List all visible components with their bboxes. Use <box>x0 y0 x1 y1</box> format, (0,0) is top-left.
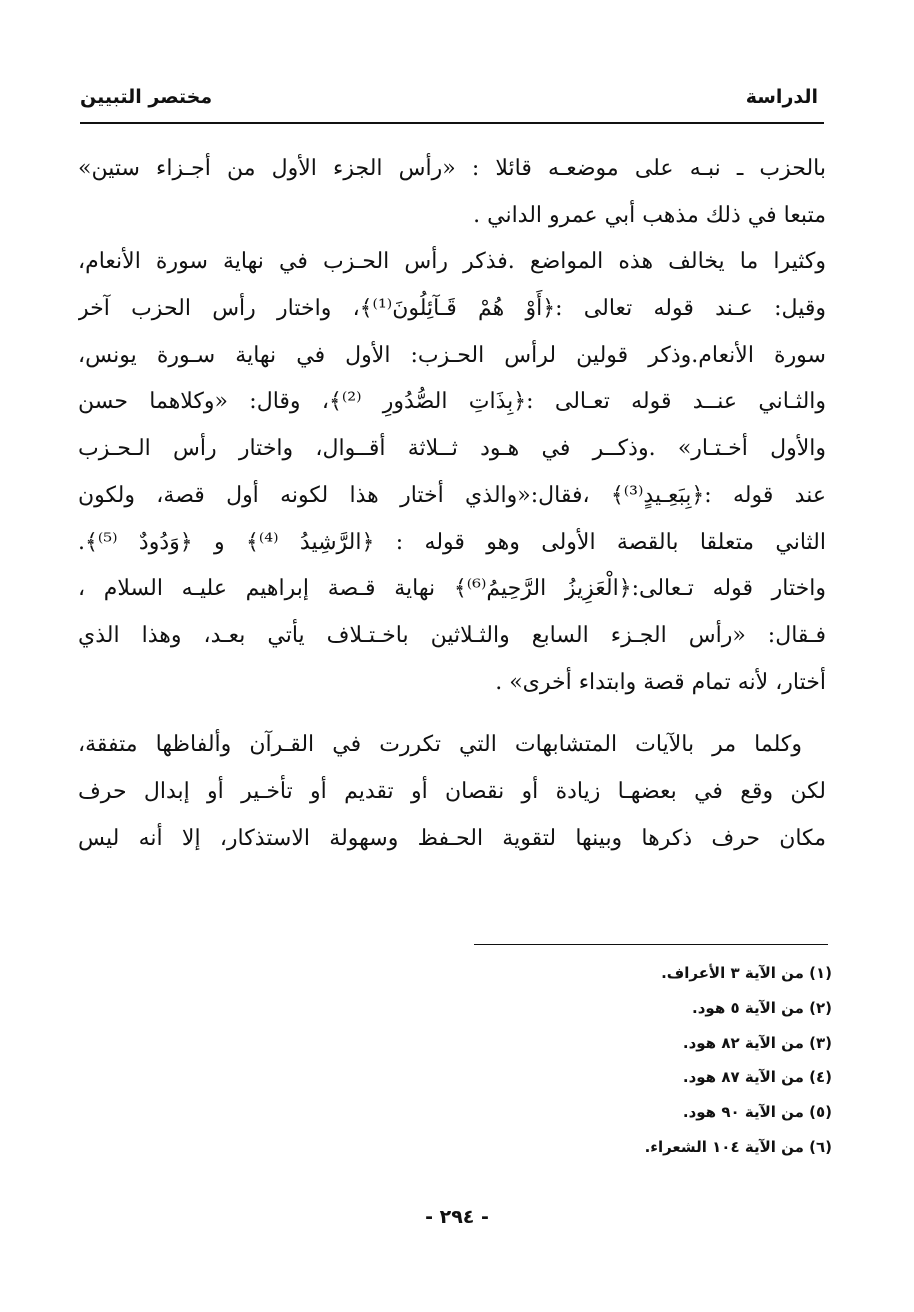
text-line: بالحزب ـ نبـه على موضعـه قائلا : «رأس الجزء الأول من أجـزاء ستين» <box>78 156 826 181</box>
footnote-rule <box>474 944 828 945</box>
text-line: الثاني متعلقا بالقصة الأولى وهو قوله : ﴿الرَّشِيدُ ⁽⁴⁾﴾ و ﴿وَدُودٌ ⁽⁵⁾﴾. <box>78 529 826 555</box>
running-header <box>80 82 818 118</box>
footnote: (٤) من الآية ٨٧ هود. <box>682 1068 832 1087</box>
text-line: لكن وقع في بعضهـا زيادة أو نقصان أو تقديم أو تأخـير أو إبدال حرف <box>78 778 826 804</box>
paragraph-gap <box>78 706 826 722</box>
text-line: وكلما مر بالآيات المتشابهات التي تكررت في القـرآن وألفاظها متفقة، <box>78 732 802 758</box>
footnote: (٦) من الآية ١٠٤ الشعراء. <box>644 1137 832 1156</box>
text-line: والثـاني عنــد قوله تعـالى :﴿بِذَاتِ الصُّدُورِ ⁽²⁾﴾، وقال: «وكلاهما حسن <box>78 389 826 415</box>
text-line: فـقال: «رأس الجـزء السابع والثـلاثين باخـتـلاف يأتي بعـد، وهذا الذي <box>78 622 826 648</box>
text-line: والأول أخـتـار» .وذكــر في هـود ثــلاثة أقــوال، واختار رأس الـحـزب <box>78 436 826 462</box>
footnote: (٢) من الآية ٥ هود. <box>692 998 832 1017</box>
text-line: واختار قوله تـعالى:﴿الْعَزِيزُ الرَّحِيمُ⁽⁶⁾﴾ نهاية قـصة إبراهيم عليـه السلام ، <box>78 576 826 602</box>
text-line: متبعا في ذلك مذهب أبي عمرو الداني . <box>473 202 826 228</box>
text-line: مكان حرف ذكرها وبينها لتقوية الحـفظ وسهولة الاستذكار، إلا أنه ليس <box>78 825 826 851</box>
page-number: - ٢٩٤ - <box>425 1206 489 1228</box>
header-rule <box>80 122 824 124</box>
text-line: أختار، لأنه تمام قصة وابتداء أخرى» . <box>495 669 826 695</box>
text-line: عند قوله :﴿بِبَعِـيدٍ⁽³⁾﴾ ،فقال:«والذي أختار هذا لكونه أول قصة، ولكون <box>78 482 826 508</box>
text-line: وقيل: عـند قوله تعالى :﴿أَوْ هُمْ قَـآئِلُونَ⁽¹⁾﴾، واختار رأس الحزب آخر <box>78 296 826 322</box>
header-book-title: مختصر التبيين <box>80 86 213 108</box>
footnote: (٣) من الآية ٨٢ هود. <box>682 1033 832 1052</box>
footnote: (١) من الآية ٣ الأعراف. <box>661 964 832 982</box>
text-line: وكثيرا ما يخالف هذه المواضع .فذكر رأس الحـزب في نهاية سورة الأنعام، <box>78 249 826 275</box>
main-text <box>78 146 826 862</box>
text-line: سورة الأنعام.وذكر قولين لرأس الحـزب: الأول في نهاية سـورة يونس، <box>78 342 826 368</box>
header-section-title: الدراسة <box>745 86 818 108</box>
footnote: (٥) من الآية ٩٠ هود. <box>682 1103 832 1122</box>
footnotes <box>432 956 832 1165</box>
